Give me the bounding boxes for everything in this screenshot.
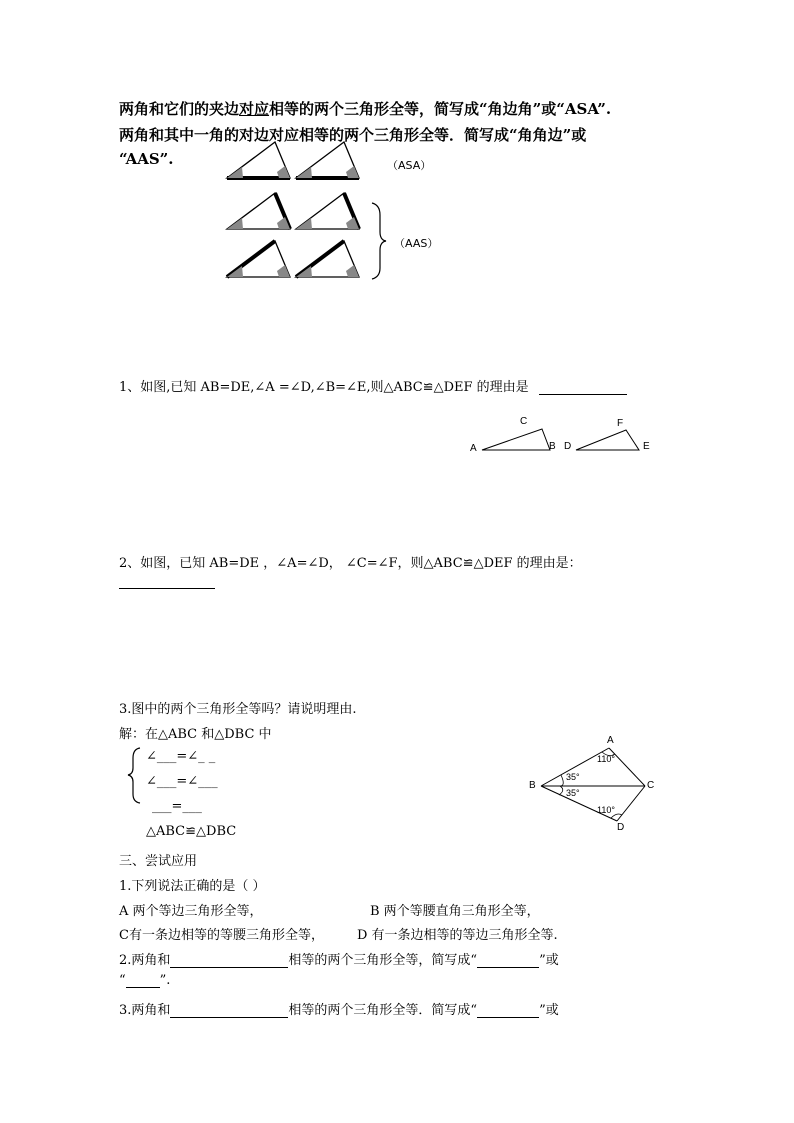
intro-line-1-post: 相等的两个三角形全等，简写成“角边角”或“ASA”. [269, 100, 612, 118]
section-q3-mid: 相等的两个三角形全等．简写成“ [288, 1003, 478, 1018]
option-d[interactable]: D 有一条边相等的等边三角形全等. [357, 928, 558, 943]
intro-line-3: “AAS”. [119, 150, 174, 168]
label-a: A [470, 443, 477, 454]
section-q3-pre: 3.两角和 [119, 1003, 171, 1018]
angle-b-lower: 35° [566, 788, 580, 798]
q3-conclusion: △ABC≌△DBC [146, 824, 237, 839]
section-q3-blank-1[interactable] [170, 1003, 288, 1018]
section-q2-pre: 2.两角和 [119, 953, 171, 968]
angle-d: 110° [597, 805, 615, 815]
section-q3-blank-2[interactable] [477, 1003, 539, 1018]
q1-prompt: 1、如图,已知 AB=DE,∠A =∠D,∠B=∠E,则△ABC≌△DEF 的理由是 [119, 380, 529, 395]
q3-text: 3.图中的两个三角形全等吗？请说明理由. [119, 702, 357, 717]
option-b[interactable]: B 两个等腰直角三角形全等， [370, 904, 540, 919]
section-q3-end: ”或 [539, 1003, 559, 1018]
intro-line-1-pre: 两角和它们的夹边 [119, 100, 240, 118]
label-q3-b: B [529, 780, 536, 791]
section-q2-end: ”或 [539, 953, 559, 968]
label-q3-c: C [647, 780, 655, 791]
label-f: F [617, 418, 624, 429]
label-q3-a: A [607, 735, 614, 746]
label-b: B [549, 441, 556, 452]
section-q2-open-quote: “ [119, 973, 126, 988]
section-q3 [119, 999, 559, 1018]
q3-row-2[interactable]: ∠___=∠___ [146, 774, 218, 789]
angle-a: 110° [597, 754, 615, 764]
q3-solution-intro: 解：在△ABC 和△DBC 中 [119, 727, 272, 742]
q3-row-1[interactable]: ∠___=∠_ _ [146, 749, 216, 764]
option-c[interactable]: C有一条边相等的等腰三角形全等， [119, 928, 324, 943]
angle-b-upper: 35° [566, 772, 580, 782]
section-q2-close-quote: ”. [159, 973, 171, 988]
section-q2-blank-3[interactable] [126, 973, 160, 988]
section-heading: 三、尝试应用 [119, 854, 198, 869]
section-q2-line-2 [119, 973, 170, 988]
label-d: D [564, 441, 572, 452]
asa-tag: （ASA） [387, 159, 432, 172]
section-q2-blank-1[interactable] [170, 953, 288, 968]
label-q3-d: D [617, 822, 625, 833]
section-q2-mid: 相等的两个三角形全等，简写成“ [288, 953, 478, 968]
intro-line-1-underlined: 对应 [239, 100, 270, 118]
aas-tag: （AAS） [394, 237, 439, 250]
label-c: C [520, 416, 528, 427]
q3-row-3[interactable]: ___=___ [152, 799, 202, 814]
section-q2-blank-2[interactable] [477, 953, 539, 968]
label-e: E [643, 441, 650, 452]
q2-text: 2、如图，已知 AB=DE ，∠A=∠D， ∠C=∠F，则△ABC≌△DEF 的理由是： [119, 556, 582, 571]
section-q1: 1.下列说法正确的是（ ） [119, 879, 266, 894]
intro-line-2: 两角和其中一角的对边对应相等的两个三角形全等．简写成“角角边”或 [119, 126, 587, 144]
section-q2 [119, 949, 559, 968]
option-a[interactable]: A 两个等边三角形全等， [119, 904, 263, 919]
